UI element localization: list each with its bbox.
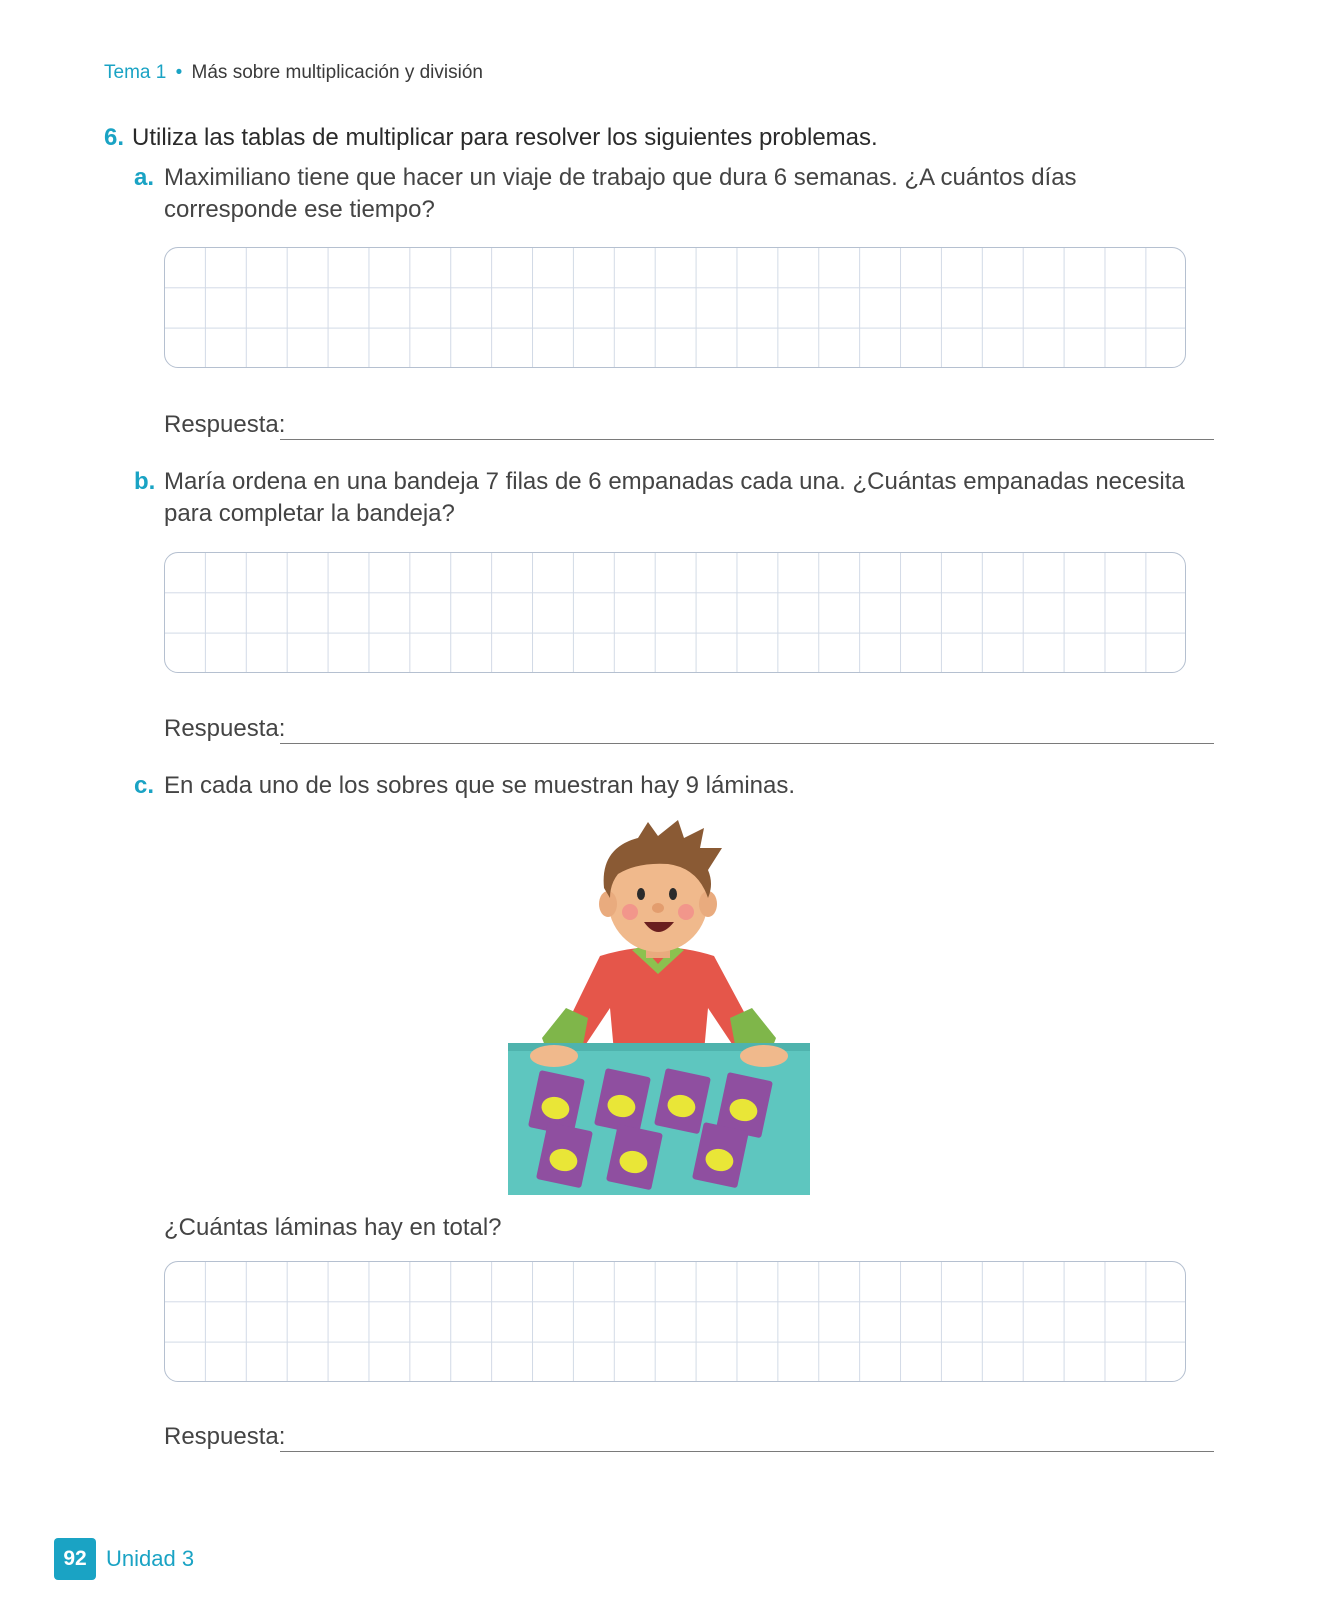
left-hand [530, 1045, 578, 1067]
item-letter: a. [134, 164, 155, 191]
item-b [134, 466, 1214, 530]
page-number: 92 [54, 1538, 96, 1580]
work-grid-b[interactable] [164, 552, 1186, 673]
item-letter: b. [134, 468, 156, 495]
item-text: En cada uno de los sobres que se muestran hay 9 láminas. [164, 772, 796, 799]
answer-b [164, 715, 1214, 749]
question-number: 6. [104, 124, 125, 151]
answer-label: Respuesta: [164, 411, 286, 438]
header-bullet: • [175, 62, 183, 83]
topic-subtitle: Más sobre multiplicación y división [191, 62, 483, 83]
answer-label: Respuesta: [164, 715, 286, 742]
work-grid-a[interactable] [164, 247, 1186, 368]
question-title [104, 124, 878, 152]
page-header [104, 62, 483, 84]
right-hand [740, 1045, 788, 1067]
item-letter: c. [134, 772, 155, 799]
answer-label: Respuesta: [164, 1423, 286, 1450]
boy-with-sticker-packets-icon [508, 818, 810, 1195]
work-grid-c[interactable] [164, 1261, 1186, 1382]
question-c-prompt: ¿Cuántas láminas hay en total? [164, 1214, 502, 1241]
unit-label: Unidad 3 [106, 1546, 195, 1571]
item-text: Maximiliano tiene que hacer un viaje de trabajo que dura 6 semanas. ¿A cuántos días corresponde ese tiempo? [164, 164, 1077, 223]
item-text: María ordena en una bandeja 7 filas de 6 empanadas cada una. ¿Cuántas empanadas necesita para completar la bandeja? [164, 468, 1185, 527]
item-c [134, 770, 1214, 802]
question-text: Utiliza las tablas de multiplicar para resolver los siguientes problemas. [132, 124, 878, 151]
answer-line[interactable] [280, 1451, 1214, 1452]
answer-line[interactable] [280, 743, 1214, 744]
shirt-shape [560, 947, 758, 1052]
item-a [134, 162, 1214, 226]
answer-line[interactable] [280, 439, 1214, 440]
answer-a [164, 411, 1214, 445]
answer-c [164, 1423, 1214, 1457]
topic-label: Tema 1 [104, 62, 167, 83]
